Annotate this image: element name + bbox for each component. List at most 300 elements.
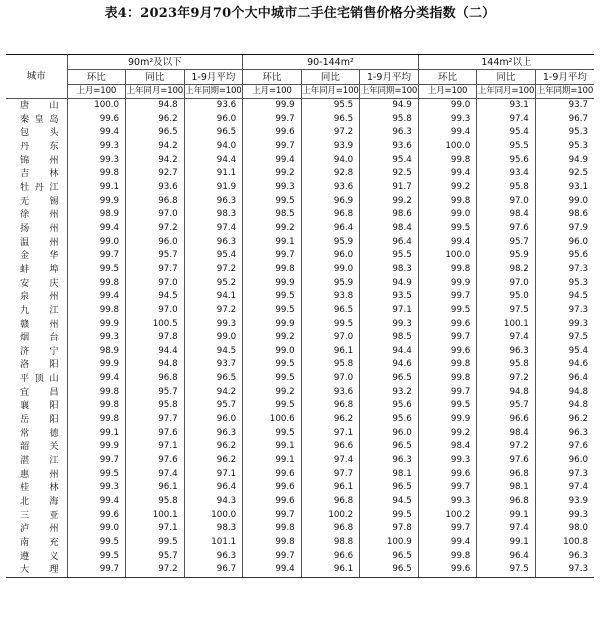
value-cell: 99.7: [243, 113, 302, 127]
city-cell: 烟台: [6, 331, 67, 345]
value-cell: 95.7: [184, 399, 243, 413]
value-cell: 96.3: [360, 454, 419, 468]
value-cell: 99.9: [418, 413, 477, 427]
value-cell: 100.0: [418, 249, 477, 263]
table-row: [6, 454, 594, 468]
value-cell: 96.5: [126, 126, 185, 140]
value-cell: 97.7: [301, 468, 360, 482]
value-cell: 96.6: [301, 440, 360, 454]
city-cell: 惠州: [6, 468, 67, 482]
group-header-large: 144m²以上: [418, 55, 594, 70]
value-cell: 99.2: [360, 195, 419, 209]
value-cell: 95.0: [477, 290, 536, 304]
base-header-yoy: 上年同月=100: [126, 85, 185, 99]
value-cell: 97.4: [184, 222, 243, 236]
value-cell: 99.8: [418, 263, 477, 277]
value-cell: 96.3: [184, 550, 243, 564]
value-cell: 97.6: [126, 454, 185, 468]
value-cell: 99.2: [243, 167, 302, 181]
value-cell: 97.8: [126, 331, 185, 345]
group-header-medium: 90-144m²: [243, 55, 419, 70]
value-cell: 99.8: [243, 263, 302, 277]
value-cell: 96.0: [535, 236, 594, 250]
table-row: [6, 440, 594, 454]
value-cell: 99.8: [418, 154, 477, 168]
metric-header-mom: 环比: [418, 70, 477, 85]
table-row: [6, 236, 594, 250]
value-cell: 95.9: [301, 277, 360, 291]
table-row: [6, 167, 594, 181]
value-cell: 99.8: [418, 195, 477, 209]
value-cell: 100.9: [360, 536, 419, 550]
value-cell: 94.8: [535, 399, 594, 413]
metric-header-avg: 1-9月平均: [360, 70, 419, 85]
value-cell: 99.7: [418, 290, 477, 304]
value-cell: 97.0: [301, 331, 360, 345]
value-cell: 96.4: [535, 372, 594, 386]
value-cell: 99.5: [418, 399, 477, 413]
value-cell: 96.9: [301, 195, 360, 209]
value-cell: 91.9: [184, 181, 243, 195]
value-cell: 101.1: [184, 536, 243, 550]
value-cell: 99.0: [184, 331, 243, 345]
value-cell: 97.7: [126, 413, 185, 427]
value-cell: 99.5: [99, 468, 120, 479]
table-row: [6, 222, 594, 236]
city-cell: 洛阳: [6, 358, 67, 372]
city-cell: 大理: [6, 563, 67, 577]
value-cell: 99.1: [99, 181, 120, 192]
value-cell: 99.7: [243, 509, 302, 523]
value-cell: 95.2: [184, 277, 243, 291]
value-cell: 99.3: [99, 154, 120, 165]
value-cell: 99.2: [418, 427, 477, 441]
value-cell: 92.5: [535, 167, 594, 181]
value-cell: 95.6: [360, 413, 419, 427]
value-cell: 99.3: [243, 181, 302, 195]
value-cell: 99.3: [184, 318, 243, 332]
value-cell: 99.5: [301, 318, 360, 332]
table-row: [6, 372, 594, 386]
value-cell: 99.3: [99, 482, 120, 493]
city-cell: 平顶山: [6, 372, 67, 386]
value-cell: 96.8: [126, 372, 185, 386]
city-cell: 扬州: [6, 222, 67, 236]
value-cell: 94.5: [126, 290, 185, 304]
value-cell: 99.6: [243, 468, 302, 482]
value-cell: 97.3: [535, 563, 594, 577]
value-cell: 100.1: [126, 509, 185, 523]
value-cell: 96.8: [301, 522, 360, 536]
value-cell: 95.8: [360, 113, 419, 127]
table-row: [6, 277, 594, 291]
value-cell: 94.5: [535, 290, 594, 304]
value-cell: 99.7: [418, 522, 477, 536]
value-cell: 97.4: [126, 468, 185, 482]
table-row: [6, 550, 594, 564]
value-cell: 97.5: [477, 563, 536, 577]
value-cell: 99.8: [418, 550, 477, 564]
value-cell: 99.6: [418, 468, 477, 482]
value-cell: 94.4: [184, 154, 243, 168]
value-cell: 99.3: [99, 140, 120, 151]
value-cell: 99.4: [243, 154, 302, 168]
value-cell: 95.7: [477, 399, 536, 413]
city-cell: 唐山: [6, 99, 67, 113]
value-cell: 99.9: [243, 318, 302, 332]
value-cell: 99.0: [535, 195, 594, 209]
value-cell: 99.5: [243, 372, 302, 386]
value-cell: 96.6: [477, 413, 536, 427]
value-cell: 96.0: [184, 413, 243, 427]
city-cell: 济宁: [6, 345, 67, 359]
value-cell: 99.3: [418, 454, 477, 468]
table-row: [6, 126, 594, 140]
base-header-avg: 上年同期=100: [184, 85, 243, 99]
value-cell: 93.1: [477, 99, 536, 113]
base-header-yoy: 上年同月=100: [301, 85, 360, 99]
value-cell: 99.5: [360, 509, 419, 523]
value-cell: 96.2: [184, 440, 243, 454]
value-cell: 100.2: [301, 509, 360, 523]
value-cell: 96.1: [301, 481, 360, 495]
value-cell: 99.7: [418, 386, 477, 400]
base-header-avg: 上年同期=100: [360, 85, 419, 99]
table-row: [6, 195, 594, 209]
value-cell: 96.2: [535, 413, 594, 427]
metric-header-avg: 1-9月平均: [184, 70, 243, 85]
value-cell: 99.5: [243, 358, 302, 372]
value-cell: 94.9: [360, 99, 419, 113]
value-cell: 98.4: [477, 427, 536, 441]
value-cell: 93.8: [301, 290, 360, 304]
value-cell: 99.5: [243, 399, 302, 413]
table-row: [6, 386, 594, 400]
value-cell: 95.3: [535, 126, 594, 140]
city-cell: 襄阳: [6, 399, 67, 413]
value-cell: 99.0: [418, 208, 477, 222]
city-column-header: 城市: [6, 55, 67, 99]
value-cell: 96.4: [477, 550, 536, 564]
value-cell: 96.3: [535, 550, 594, 564]
value-cell: 99.1: [243, 236, 302, 250]
value-cell: 94.4: [126, 345, 185, 359]
metric-header-avg: 1-9月平均: [535, 70, 594, 85]
value-cell: 96.3: [184, 195, 243, 209]
value-cell: 98.4: [477, 208, 536, 222]
value-cell: 91.1: [184, 167, 243, 181]
value-cell: 97.2: [184, 263, 243, 277]
city-cell: 吉林: [6, 167, 67, 181]
value-cell: 95.7: [126, 249, 185, 263]
value-cell: 94.6: [535, 358, 594, 372]
value-cell: 100.0: [184, 509, 243, 523]
table-row: [6, 290, 594, 304]
city-cell: 岳阳: [6, 413, 67, 427]
value-cell: 99.4: [99, 127, 120, 138]
value-cell: 100.2: [418, 509, 477, 523]
value-cell: 96.3: [184, 427, 243, 441]
table-row: [6, 427, 594, 441]
value-cell: 96.8: [477, 495, 536, 509]
value-cell: 99.9: [243, 277, 302, 291]
value-cell: 97.2: [126, 563, 185, 577]
value-cell: 99.0: [301, 263, 360, 277]
value-cell: 94.3: [184, 495, 243, 509]
value-cell: 95.5: [301, 99, 360, 113]
value-cell: 95.7: [477, 236, 536, 250]
value-cell: 94.5: [360, 495, 419, 509]
value-cell: 100.0: [418, 140, 477, 154]
value-cell: 97.0: [477, 195, 536, 209]
value-cell: 95.5: [477, 140, 536, 154]
value-cell: 93.7: [535, 99, 594, 113]
value-cell: 99.4: [99, 222, 120, 233]
value-cell: 97.1: [301, 427, 360, 441]
value-cell: 97.4: [535, 481, 594, 495]
value-cell: 99.8: [99, 304, 120, 315]
table-row: [6, 399, 594, 413]
value-cell: 96.6: [301, 550, 360, 564]
value-cell: 94.8: [126, 358, 185, 372]
value-cell: 96.5: [360, 372, 419, 386]
value-cell: 99.2: [243, 331, 302, 345]
table-row: [6, 154, 594, 168]
table-row: [6, 99, 594, 113]
value-cell: 94.0: [301, 154, 360, 168]
value-cell: 97.0: [126, 208, 185, 222]
value-cell: 99.8: [418, 358, 477, 372]
value-cell: 99.9: [99, 195, 120, 206]
value-cell: 97.6: [535, 440, 594, 454]
value-cell: 99.3: [360, 318, 419, 332]
value-cell: 95.8: [477, 181, 536, 195]
table-body: [6, 99, 594, 578]
value-cell: 97.4: [477, 113, 536, 127]
value-cell: 97.3: [535, 468, 594, 482]
group-header-small: 90m²及以下: [67, 55, 243, 70]
table-title: 表4：2023年9月70个大中城市二手住宅销售价格分类指数（二）: [104, 6, 496, 21]
value-cell: 96.0: [360, 427, 419, 441]
value-cell: 98.9: [99, 345, 120, 356]
value-cell: 96.1: [301, 345, 360, 359]
city-cell: 北海: [6, 495, 67, 509]
metric-header-mom: 环比: [67, 70, 126, 85]
value-cell: 93.5: [360, 290, 419, 304]
value-cell: 96.7: [535, 113, 594, 127]
value-cell: 99.4: [418, 167, 477, 181]
table-row: [6, 263, 594, 277]
table-header: [6, 55, 594, 99]
value-cell: 98.8: [301, 536, 360, 550]
value-cell: 95.5: [360, 249, 419, 263]
value-cell: 99.9: [99, 318, 120, 329]
value-cell: 94.2: [126, 154, 185, 168]
value-cell: 96.3: [360, 126, 419, 140]
value-cell: 98.1: [477, 481, 536, 495]
value-cell: 99.4: [99, 496, 120, 507]
value-cell: 96.8: [126, 195, 185, 209]
value-cell: 99.0: [99, 523, 120, 534]
value-cell: 97.0: [126, 304, 185, 318]
value-cell: 99.5: [126, 536, 185, 550]
value-cell: 99.6: [243, 481, 302, 495]
base-header-mom: 上月=100: [243, 85, 302, 99]
value-cell: 97.0: [301, 372, 360, 386]
value-cell: 98.0: [535, 522, 594, 536]
value-cell: 99.3: [418, 495, 477, 509]
city-cell: 温州: [6, 236, 67, 250]
city-cell: 泉州: [6, 290, 67, 304]
value-cell: 97.0: [477, 277, 536, 291]
value-cell: 96.5: [360, 481, 419, 495]
city-cell: 蚌埠: [6, 263, 67, 277]
value-cell: 99.5: [418, 222, 477, 236]
value-cell: 96.8: [301, 399, 360, 413]
value-cell: 97.9: [535, 222, 594, 236]
value-cell: 99.2: [243, 222, 302, 236]
value-cell: 96.0: [126, 236, 185, 250]
value-cell: 97.6: [477, 454, 536, 468]
value-cell: 99.1: [477, 536, 536, 550]
value-cell: 94.8: [126, 99, 185, 113]
value-cell: 99.8: [243, 536, 302, 550]
value-cell: 99.6: [418, 563, 477, 577]
value-cell: 93.6: [184, 99, 243, 113]
value-cell: 96.2: [126, 113, 185, 127]
value-cell: 93.6: [301, 386, 360, 400]
value-cell: 97.5: [535, 331, 594, 345]
value-cell: 97.1: [184, 468, 243, 482]
city-cell: 三亚: [6, 509, 67, 523]
value-cell: 96.0: [301, 249, 360, 263]
value-cell: 94.2: [184, 386, 243, 400]
table-row: [6, 563, 594, 577]
value-cell: 99.5: [243, 290, 302, 304]
value-cell: 94.6: [360, 358, 419, 372]
value-cell: 97.6: [477, 222, 536, 236]
value-cell: 97.7: [126, 263, 185, 277]
value-cell: 96.3: [477, 345, 536, 359]
table-row: [6, 495, 594, 509]
value-cell: 99.5: [99, 550, 120, 561]
value-cell: 96.5: [360, 550, 419, 564]
city-cell: 韶关: [6, 440, 67, 454]
value-cell: 96.5: [184, 126, 243, 140]
value-cell: 99.4: [99, 291, 120, 302]
value-cell: 99.4: [418, 536, 477, 550]
value-cell: 97.2: [126, 222, 185, 236]
value-cell: 99.2: [243, 386, 302, 400]
value-cell: 96.1: [126, 481, 185, 495]
value-cell: 99.7: [243, 140, 302, 154]
value-cell: 96.3: [184, 236, 243, 250]
value-cell: 93.7: [184, 358, 243, 372]
value-cell: 99.3: [418, 113, 477, 127]
value-cell: 99.3: [535, 509, 594, 523]
value-cell: 95.6: [535, 249, 594, 263]
value-cell: 94.8: [535, 386, 594, 400]
city-cell: 九江: [6, 304, 67, 318]
base-header-mom: 上月=100: [67, 85, 126, 99]
value-cell: 99.9: [418, 277, 477, 291]
value-cell: 95.4: [184, 249, 243, 263]
value-cell: 99.5: [243, 427, 302, 441]
value-cell: 95.6: [477, 154, 536, 168]
value-cell: 92.5: [360, 167, 419, 181]
table-row: [6, 318, 594, 332]
value-cell: 99.8: [99, 414, 120, 425]
value-cell: 99.1: [243, 440, 302, 454]
city-cell: 安庆: [6, 277, 67, 291]
value-cell: 95.3: [535, 277, 594, 291]
value-cell: 97.3: [535, 304, 594, 318]
value-cell: 95.8: [301, 358, 360, 372]
table-row: [6, 181, 594, 195]
value-cell: 99.3: [99, 332, 120, 343]
value-cell: 99.1: [477, 509, 536, 523]
value-cell: 96.8: [301, 495, 360, 509]
value-cell: 99.0: [243, 345, 302, 359]
value-cell: 96.2: [184, 454, 243, 468]
table-row: [6, 249, 594, 263]
base-header-mom: 上月=100: [418, 85, 477, 99]
city-cell: 金华: [6, 249, 67, 263]
value-cell: 98.3: [184, 522, 243, 536]
value-cell: 99.7: [67, 563, 126, 577]
value-cell: 95.4: [477, 126, 536, 140]
city-cell: 锦州: [6, 154, 67, 168]
city-cell: 丹东: [6, 140, 67, 154]
value-cell: 99.7: [99, 250, 120, 261]
value-cell: 95.7: [126, 550, 185, 564]
value-cell: 99.8: [99, 277, 120, 288]
value-cell: 95.8: [477, 358, 536, 372]
value-cell: 97.2: [184, 304, 243, 318]
value-cell: 99.6: [418, 345, 477, 359]
city-cell: 赣州: [6, 318, 67, 332]
value-cell: 95.4: [535, 345, 594, 359]
value-cell: 96.4: [301, 222, 360, 236]
base-header-yoy: 上年同月=100: [477, 85, 536, 99]
value-cell: 99.6: [418, 318, 477, 332]
value-cell: 100.1: [477, 318, 536, 332]
value-cell: 95.8: [126, 399, 185, 413]
value-cell: 97.6: [126, 427, 185, 441]
value-cell: 99.1: [243, 454, 302, 468]
value-cell: 97.8: [360, 522, 419, 536]
value-cell: 98.5: [243, 208, 302, 222]
table-row: [6, 358, 594, 372]
value-cell: 95.4: [360, 154, 419, 168]
value-cell: 97.1: [360, 304, 419, 318]
city-cell: 桂林: [6, 481, 67, 495]
value-cell: 97.2: [477, 440, 536, 454]
city-cell: 遵义: [6, 550, 67, 564]
city-cell: 无锡: [6, 195, 67, 209]
value-cell: 96.5: [301, 113, 360, 127]
value-cell: 98.5: [360, 331, 419, 345]
value-cell: 99.2: [418, 181, 477, 195]
value-cell: 99.8: [99, 168, 120, 179]
value-cell: 92.8: [301, 167, 360, 181]
value-cell: 99.5: [243, 195, 302, 209]
metric-header-mom: 环比: [243, 70, 302, 85]
metric-header-yoy: 同比: [301, 70, 360, 85]
metric-header-yoy: 同比: [126, 70, 185, 85]
value-cell: 98.1: [360, 468, 419, 482]
value-cell: 98.3: [184, 208, 243, 222]
